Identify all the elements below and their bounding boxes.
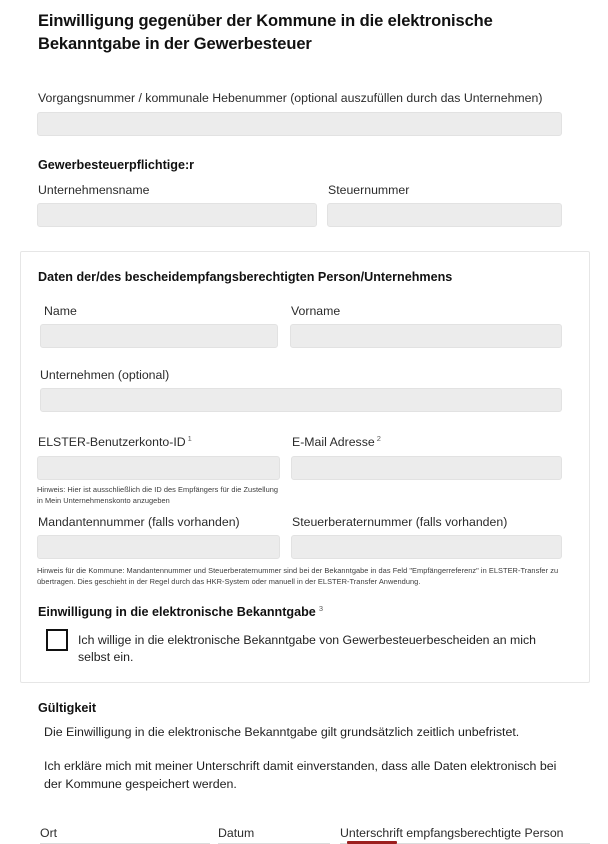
- client-number-input[interactable]: [37, 535, 280, 559]
- tax-number-input[interactable]: [327, 203, 562, 227]
- validity-paragraph-2: Ich erkläre mich mit meiner Unterschrift damit einverstanden, dass alle Daten elektronisch bei der Kommune gespeichert werden.: [44, 759, 557, 791]
- elster-id-hint: Hinweis: Hier ist ausschließlich die ID des Empfängers für die Zustellung in Mein Unternehmenskonto anzugeben: [37, 485, 279, 506]
- signature-field[interactable]: [340, 824, 590, 844]
- place-label: Ort: [40, 826, 58, 840]
- consent-heading-text: Einwilligung in die elektronische Bekanntgabe: [38, 605, 316, 620]
- advisor-number-input[interactable]: [291, 535, 562, 559]
- last-name-input[interactable]: [40, 324, 278, 348]
- page-title: Einwilligung gegenüber der Kommune in die elektronische Bekanntgabe in der Gewerbesteuer: [38, 12, 493, 54]
- validity-paragraph-1: Die Einwilligung in die elektronische Bekanntgabe gilt grundsätzlich zeitlich unbefristet.: [44, 725, 520, 739]
- date-label: Datum: [218, 826, 255, 840]
- consent-checkbox-label[interactable]: Ich willige in die elektronische Bekanntgabe von Gewerbesteuerbescheiden an mich selbst ein.: [78, 633, 536, 665]
- first-name-input[interactable]: [290, 324, 562, 348]
- vorgangsnummer-label: Vorgangsnummer / kommunale Hebenummer (optional auszufüllen durch das Unternehmen): [38, 91, 543, 105]
- vorgangsnummer-input[interactable]: [37, 112, 562, 136]
- last-name-label: Name: [44, 304, 77, 318]
- consent-footnote-marker: 3: [318, 604, 323, 613]
- elster-id-label: [38, 434, 192, 450]
- consent-checkbox[interactable]: [46, 629, 68, 651]
- validity-section-heading: Gültigkeit: [38, 701, 97, 715]
- elster-id-footnote-marker: 1: [187, 434, 192, 443]
- date-field[interactable]: [218, 824, 330, 844]
- place-field[interactable]: [40, 824, 210, 844]
- client-number-label: Mandantennummer (falls vorhanden): [38, 515, 240, 529]
- email-footnote-marker: 2: [376, 434, 381, 443]
- taxpayer-section-heading: Gewerbesteuerpflichtige:r: [38, 158, 195, 172]
- email-input[interactable]: [291, 456, 562, 480]
- company-name-label: Unternehmensname: [38, 183, 150, 197]
- company-name-input[interactable]: [37, 203, 317, 227]
- advisor-number-label: Steuerberaternummer (falls vorhanden): [292, 515, 508, 529]
- email-label: [292, 434, 381, 450]
- signature-label: Unterschrift empfangsberechtigte Person: [340, 826, 564, 840]
- elster-id-label-text: ELSTER-Benutzerkonto-ID: [38, 435, 186, 450]
- recipient-company-label: Unternehmen (optional): [40, 368, 170, 382]
- consent-section-heading: [38, 604, 323, 620]
- tax-number-label: Steuernummer: [328, 183, 410, 197]
- recipient-company-input[interactable]: [40, 388, 562, 412]
- first-name-label: Vorname: [291, 304, 341, 318]
- recipient-section-heading: Daten der/des bescheidempfangsberechtigten Person/Unternehmens: [38, 270, 453, 284]
- email-label-text: E-Mail Adresse: [292, 435, 375, 450]
- transfer-hint: Hinweis für die Kommune: Mandantennummer und Steuerberaternummer sind bei der Bekanntgabe in das Feld "Empfängerreferenz" in ELSTER-Transfer zu übertragen. Dies geschieht in der Regel durch das HKR-System oder manuell in der ELSTER-Transfer Anwendung.: [37, 566, 559, 587]
- elster-id-input[interactable]: [37, 456, 280, 480]
